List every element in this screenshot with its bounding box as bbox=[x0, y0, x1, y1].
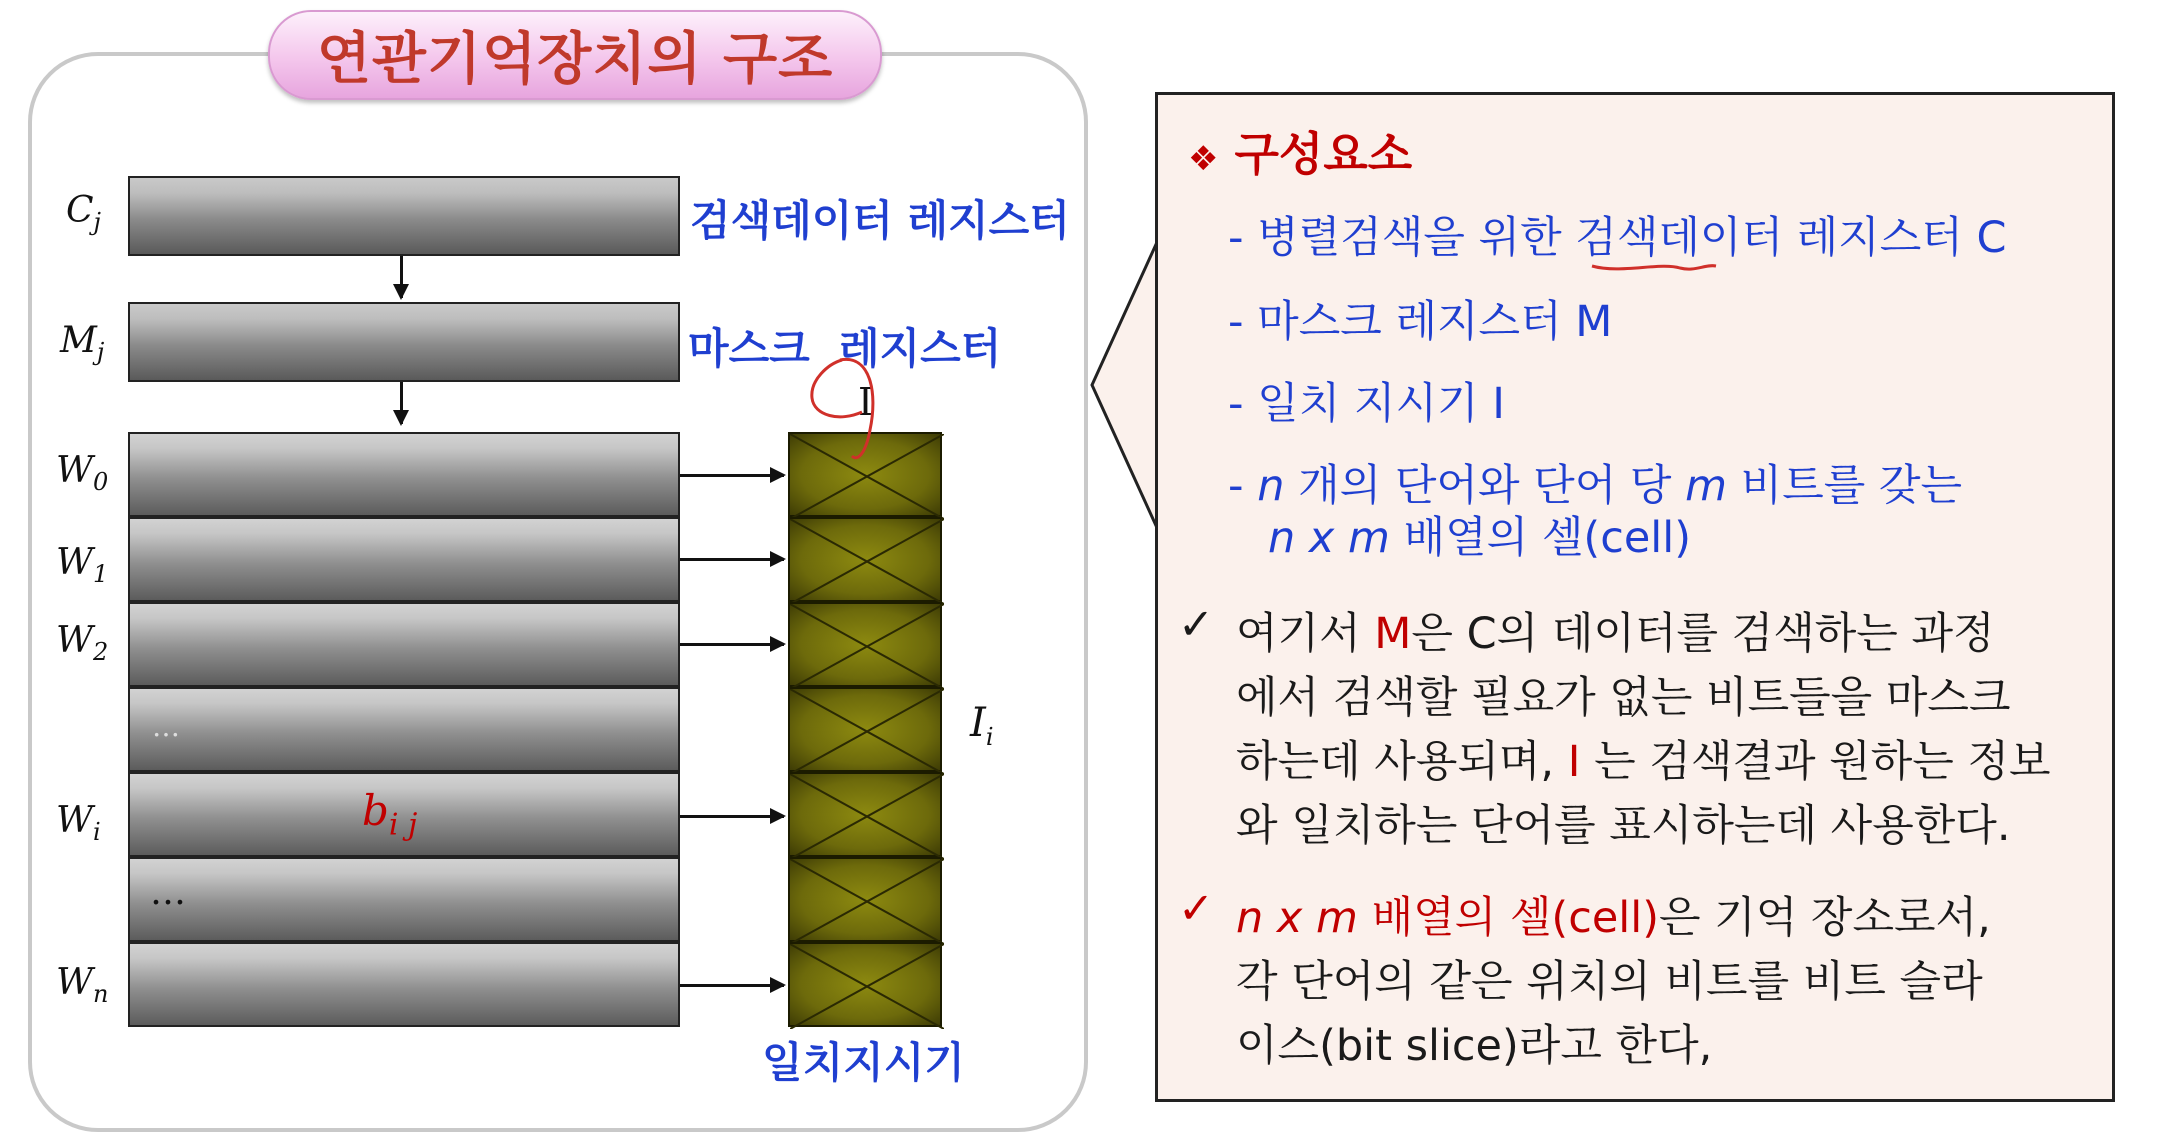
component-item: - 일치 지시기 I bbox=[1228, 379, 1505, 429]
indicator-label: 일치지시기 bbox=[762, 1038, 965, 1087]
word-row-2 bbox=[128, 602, 680, 687]
arrow-word1-to-indicator bbox=[680, 558, 784, 561]
note2-line3: 이스(bit slice)라고 한다, bbox=[1236, 1021, 1713, 1071]
cell-bij-label: $b_{i j}$ bbox=[362, 786, 418, 843]
handwritten-circle-annotation bbox=[800, 352, 880, 462]
note1-check-icon: ✓ bbox=[1178, 600, 1215, 650]
arrow-search-to-mask bbox=[400, 256, 403, 298]
callout-heading: ❖ 구성요소 bbox=[1188, 127, 1413, 181]
note1-line3: 하는데 사용되며, I 는 검색결과 원하는 정보 bbox=[1236, 737, 2051, 787]
word-row-5 bbox=[128, 857, 680, 942]
indicator-cell bbox=[788, 857, 942, 942]
word-ellipsis-1: … bbox=[152, 710, 180, 743]
word-row-0 bbox=[128, 432, 680, 517]
word-symbol-n: $W_n$ bbox=[56, 962, 109, 1009]
diagram-title: 연관기억장치의 구조 bbox=[316, 27, 834, 92]
indicator-top-label: I bbox=[858, 380, 874, 424]
indicator-cell bbox=[788, 942, 942, 1027]
word-ellipsis-2: … bbox=[150, 872, 186, 913]
arrow-mask-to-array bbox=[400, 382, 403, 424]
diagram-title-pill bbox=[268, 10, 882, 100]
arrow-wordi-to-indicator bbox=[680, 815, 784, 818]
note2-line1: n x m 배열의 셀(cell)은 기억 장소로서, bbox=[1236, 893, 1991, 943]
indicator-cell bbox=[788, 602, 942, 687]
word-row-1 bbox=[128, 517, 680, 602]
mask-register-label: 마스크 레지스터 bbox=[688, 324, 1002, 373]
component-item-cells-line2: n x m 배열의 셀(cell) bbox=[1268, 513, 1691, 563]
note2-line2: 각 단어의 같은 위치의 비트를 비트 슬라 bbox=[1236, 957, 1983, 1007]
word-row-3 bbox=[128, 687, 680, 772]
callout-pointer bbox=[1090, 240, 1160, 540]
mask-register-symbol: $M_j$ bbox=[60, 320, 105, 367]
diamond-bullet-icon: ❖ bbox=[1188, 139, 1219, 179]
note2-check-icon: ✓ bbox=[1178, 884, 1215, 934]
word-symbol-1: $W_1$ bbox=[56, 542, 109, 589]
note1-line1: 여기서 M은 C의 데이터를 검색하는 과정 bbox=[1236, 609, 1995, 659]
search-register-label: 검색데이터 레지스터 bbox=[690, 196, 1070, 245]
note1-line4: 와 일치하는 단어를 표시하는데 사용한다. bbox=[1236, 801, 2011, 851]
arrow-word0-to-indicator bbox=[680, 474, 784, 477]
word-row-6 bbox=[128, 942, 680, 1027]
search-register-symbol: $C_j$ bbox=[66, 190, 101, 237]
component-item-cells: - n 개의 단어와 단어 당 m 비트를 갖는 bbox=[1228, 461, 1963, 511]
word-symbol-0: $W_0$ bbox=[56, 450, 109, 497]
arrow-word2-to-indicator bbox=[680, 643, 784, 646]
mask-register bbox=[128, 302, 680, 382]
indicator-cell bbox=[788, 687, 942, 772]
handwritten-underline-annotation bbox=[1590, 256, 1720, 276]
indicator-cell bbox=[788, 517, 942, 602]
note1-line2: 에서 검색할 필요가 없는 비트들을 마스크 bbox=[1236, 673, 2011, 723]
word-symbol-2: $W_2$ bbox=[56, 620, 109, 667]
arrow-wordn-to-indicator bbox=[680, 984, 784, 987]
word-symbol-i: $W_i$ bbox=[56, 800, 101, 847]
indicator-cell bbox=[788, 772, 942, 857]
search-data-register bbox=[128, 176, 680, 256]
component-item: - 마스크 레지스터 M bbox=[1228, 297, 1613, 347]
indicator-side-symbol: $I_i$ bbox=[970, 700, 994, 751]
component-item: - 병렬검색을 위한 검색데이터 레지스터 C bbox=[1228, 213, 2007, 263]
